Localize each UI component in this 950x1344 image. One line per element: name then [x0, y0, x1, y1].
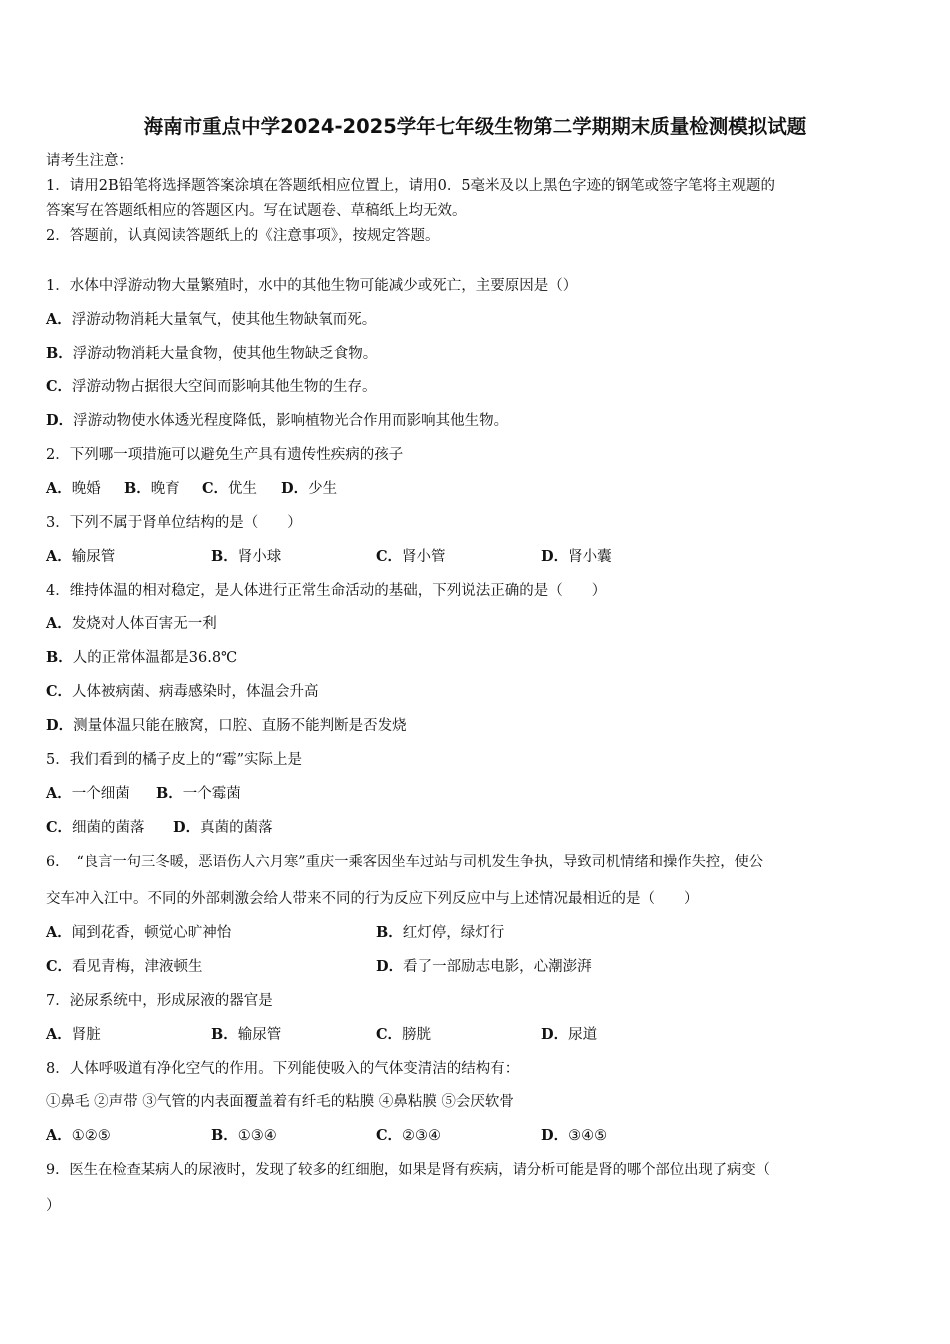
question-4-stem: 4．维持体温的相对稳定，是人体进行正常生命活动的基础，下列说法正确的是（ ）	[46, 583, 607, 599]
option-text: 浮游动物占据很大空间而影响其他生物的生存。	[72, 379, 377, 395]
notice-line-2: 2．答题前，认真阅读答题纸上的《注意事项》，按规定答题。	[46, 228, 440, 244]
option-key: A．	[46, 480, 72, 497]
option-text: 细菌的菌落	[72, 820, 145, 836]
option-text: ①③④	[237, 1128, 277, 1144]
option-text: 一个霉菌	[182, 786, 241, 802]
question-4-option-d	[46, 716, 407, 736]
option-text: 输尿管	[71, 549, 116, 565]
option-key: B．	[211, 548, 238, 565]
question-6-option-a	[46, 923, 231, 943]
question-5-option-b	[156, 784, 241, 804]
option-key: A．	[46, 785, 72, 802]
question-5-option-a	[46, 784, 130, 804]
question-3-option-d	[541, 547, 612, 567]
question-6-option-c	[46, 957, 203, 977]
question-9-stem-cont: ）	[46, 1198, 61, 1214]
option-text: 测量体温只能在腋窝，口腔、直肠不能判断是否发烧	[73, 718, 407, 734]
notice-line-1-cont: 答案写在答题纸相应的答题区内。写在试题卷、草稿纸上均无效。	[46, 203, 467, 219]
option-key: D．	[541, 1127, 569, 1144]
option-key: A．	[46, 548, 72, 565]
option-key: A．	[46, 1127, 72, 1144]
option-text: 发烧对人体百害无一利	[71, 616, 217, 632]
question-1-option-a	[46, 310, 376, 330]
question-8-items: ①鼻毛 ②声带 ③气管的内表面覆盖着有纤毛的粘膜 ④鼻粘膜 ⑤会厌软骨	[46, 1094, 514, 1110]
question-1-option-d	[46, 411, 508, 431]
option-key: B．	[156, 785, 183, 802]
question-3-option-a	[46, 547, 115, 567]
option-key: B．	[376, 924, 403, 941]
option-text: 尿道	[568, 1027, 598, 1043]
question-7-option-a	[46, 1025, 101, 1045]
notice-heading: 请考生注意：	[46, 153, 133, 169]
page-title: 海南市重点中学2024-2025学年七年级生物第二学期期末质量检测模拟试题	[143, 115, 807, 138]
option-text: 闻到花香，顿觉心旷神怡	[71, 925, 232, 941]
option-text: 一个细菌	[71, 786, 130, 802]
question-8-option-b	[211, 1126, 277, 1146]
option-text: 膀胱	[402, 1027, 432, 1043]
option-text: 真菌的菌落	[200, 820, 273, 836]
question-1-stem: 1．水体中浮游动物大量繁殖时，水中的其他生物可能减少或死亡，主要原因是（）	[46, 278, 578, 294]
question-5-option-d	[173, 818, 273, 838]
option-text: 看了一部励志电影，心潮澎湃	[403, 959, 592, 975]
question-6-option-b	[376, 923, 504, 943]
option-text: 晚育	[150, 481, 180, 497]
notice-line-1: 1．请用2B铅笔将选择题答案涂填在答题纸相应位置上，请用0．5毫米及以上黑色字迹的钢笔或签字笔将主观题的	[46, 178, 776, 194]
option-key: D．	[281, 480, 309, 497]
question-2-stem: 2．下列哪一项措施可以避免生产具有遗传性疾病的孩子	[46, 447, 404, 463]
question-4-option-c	[46, 682, 319, 702]
option-text: 人的正常体温都是36.8℃	[72, 650, 238, 666]
option-key: D．	[46, 717, 74, 734]
question-8-option-c	[376, 1126, 441, 1146]
question-7-option-b	[211, 1025, 281, 1045]
option-key: B．	[211, 1127, 238, 1144]
question-4-option-a	[46, 614, 217, 634]
option-text: 优生	[228, 481, 258, 497]
option-text: 看见青梅，津液顿生	[72, 959, 203, 975]
option-key: C．	[46, 378, 73, 395]
option-key: D．	[46, 412, 74, 429]
option-key: D．	[173, 819, 201, 836]
question-7-option-c	[376, 1025, 431, 1045]
question-8-stem: 8．人体呼吸道有净化空气的作用。下列能使吸入的气体变清洁的结构有：	[46, 1061, 520, 1077]
option-key: A．	[46, 1026, 72, 1043]
question-7-stem: 7．泌尿系统中，形成尿液的器官是	[46, 993, 273, 1009]
option-key: C．	[46, 819, 73, 836]
question-5-stem: 5．我们看到的橘子皮上的“霉”实际上是	[46, 752, 303, 768]
question-1-option-c	[46, 377, 377, 397]
question-2-option-d	[281, 479, 337, 499]
option-key: A．	[46, 615, 72, 632]
question-3-option-c	[376, 547, 446, 567]
option-text: ①②⑤	[71, 1128, 111, 1144]
option-key: B．	[46, 345, 73, 362]
option-text: ③④⑤	[568, 1128, 608, 1144]
question-7-option-d	[541, 1025, 597, 1045]
option-text: 浮游动物使水体透光程度降低，影响植物光合作用而影响其他生物。	[73, 413, 509, 429]
question-8-option-d	[541, 1126, 607, 1146]
question-3-option-b	[211, 547, 281, 567]
option-key: C．	[376, 1026, 403, 1043]
option-key: A．	[46, 311, 72, 328]
option-text: 晚婚	[71, 481, 101, 497]
option-text: 肾小囊	[568, 549, 612, 565]
question-1-option-b	[46, 344, 377, 364]
option-key: C．	[376, 1127, 403, 1144]
question-2-option-b	[124, 479, 180, 499]
question-4-option-b	[46, 648, 237, 668]
question-6-stem-cont: 交车冲入江中。不同的外部刺激会给人带来不同的行为反应下列反应中与上述情况最相近的是（ ）	[46, 891, 699, 907]
option-text: 浮游动物消耗大量氧气，使其他生物缺氧而死。	[71, 312, 377, 328]
question-2-option-c	[202, 479, 257, 499]
option-key: B．	[124, 480, 151, 497]
option-key: D．	[376, 958, 404, 975]
option-key: D．	[541, 548, 569, 565]
option-key: B．	[46, 649, 73, 666]
option-text: 浮游动物消耗大量食物，使其他生物缺乏食物。	[72, 346, 378, 362]
question-2-option-a	[46, 479, 101, 499]
option-text: 肾小管	[402, 549, 446, 565]
option-key: A．	[46, 924, 72, 941]
option-text: 肾小球	[237, 549, 282, 565]
question-6-option-d	[376, 957, 592, 977]
option-key: C．	[376, 548, 403, 565]
option-text: 输尿管	[237, 1027, 282, 1043]
option-key: D．	[541, 1026, 569, 1043]
option-text: 少生	[308, 481, 338, 497]
option-text: 红灯停，绿灯行	[402, 925, 505, 941]
option-key: C．	[46, 683, 73, 700]
question-3-stem: 3．下列不属于肾单位结构的是（ ）	[46, 515, 302, 531]
question-5-option-c	[46, 818, 145, 838]
option-text: ②③④	[402, 1128, 442, 1144]
question-8-option-a	[46, 1126, 111, 1146]
question-9-stem: 9．医生在检查某病人的尿液时，发现了较多的红细胞，如果是肾有疾病，请分析可能是肾的哪个部位出现了病变（	[46, 1162, 770, 1178]
option-text: 肾脏	[71, 1027, 101, 1043]
question-6-stem: 6． “良言一句三冬暖，恶语伤人六月寒”重庆一乘客因坐车过站与司机发生争执，导致司机情绪和操作失控，使公	[46, 854, 764, 870]
option-key: B．	[211, 1026, 238, 1043]
option-key: C．	[202, 480, 229, 497]
option-text: 人体被病菌、病毒感染时，体温会升高	[72, 684, 319, 700]
option-key: C．	[46, 958, 73, 975]
